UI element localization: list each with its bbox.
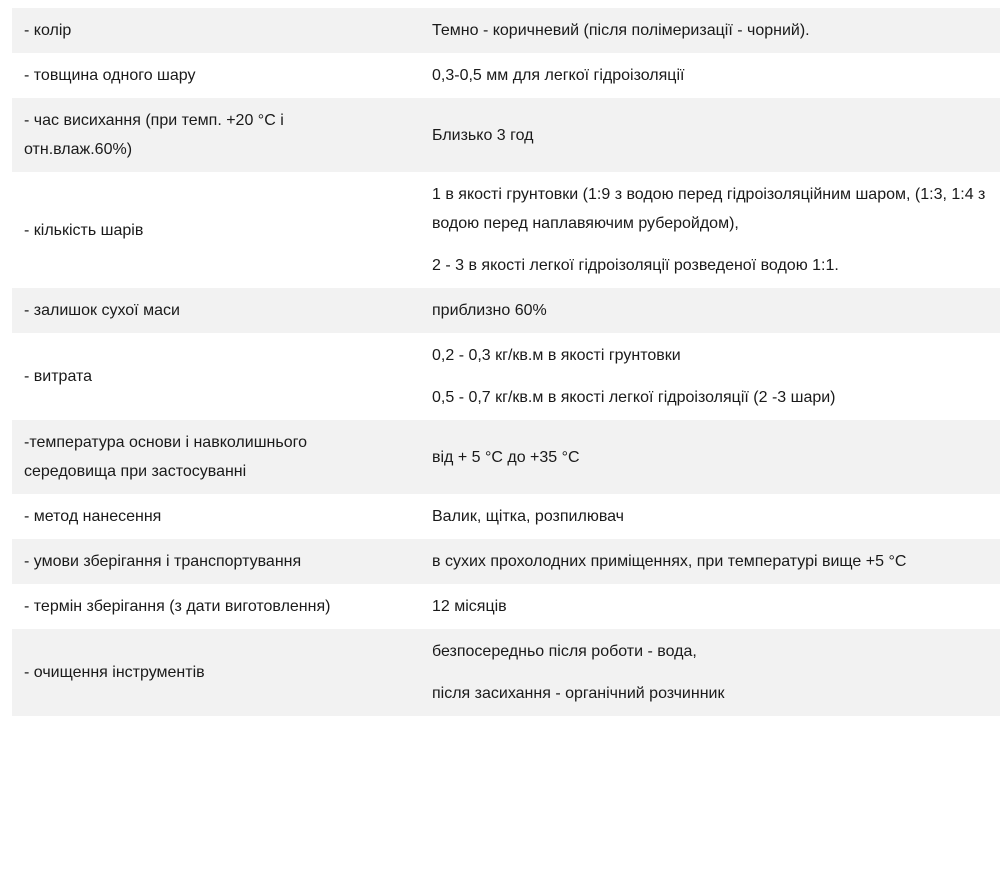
value-line: в сухих прохолодних приміщеннях, при температурі вище +5 °С <box>432 553 907 570</box>
row-label: - умови зберігання і транспортування <box>12 539 404 584</box>
row-label: - колір <box>12 8 404 53</box>
value-line: після засихання - органічний розчинник <box>432 685 725 702</box>
row-value <box>404 333 1000 420</box>
table-row <box>12 333 1000 420</box>
row-value <box>404 539 1000 584</box>
value-line: Темно - коричневий (після полімеризації - чорний). <box>432 22 810 39</box>
row-value <box>404 53 1000 98</box>
row-label: - час висихання (при темп. +20 °С і отн.влаж.60%) <box>12 98 404 172</box>
value-line: від + 5 °С до +35 °С <box>432 448 580 466</box>
row-label: - витрата <box>12 333 404 420</box>
value-line: 0,5 - 0,7 кг/кв.м в якості легкої гідроізоляції (2 -3 шари) <box>432 389 836 406</box>
row-label: - метод нанесення <box>12 494 404 539</box>
table-row <box>12 172 1000 288</box>
row-label: - очищення інструментів <box>12 629 404 716</box>
row-label: - кількість шарів <box>12 172 404 288</box>
table-row <box>12 8 1000 53</box>
value-line: Близько 3 год <box>432 126 534 144</box>
spec-table <box>12 8 1000 716</box>
value-line: 12 місяців <box>432 598 507 615</box>
row-label: - залишок сухої маси <box>12 288 404 333</box>
row-value <box>404 420 1000 494</box>
value-line: Валик, щітка, розпилювач <box>432 508 625 525</box>
row-value <box>404 584 1000 629</box>
table-row <box>12 494 1000 539</box>
row-value <box>404 98 1000 172</box>
value-line: приблизно 60% <box>432 302 547 319</box>
table-row <box>12 98 1000 172</box>
row-value <box>404 629 1000 716</box>
row-value <box>404 288 1000 333</box>
value-line: безпосередньо після роботи - вода, <box>432 643 697 660</box>
row-label: - товщина одного шару <box>12 53 404 98</box>
value-line: 1 в якості грунтовки (1:9 з водою перед гідроізоляційним шаром, (1:3, 1:4 з водою перед наплавяючим руберойдом), <box>432 186 986 232</box>
table-row <box>12 584 1000 629</box>
table-row <box>12 288 1000 333</box>
table-row <box>12 539 1000 584</box>
row-label: - термін зберігання (з дати виготовлення) <box>12 584 404 629</box>
row-value <box>404 494 1000 539</box>
table-row <box>12 53 1000 98</box>
table-row <box>12 629 1000 716</box>
row-label: -температура основи і навколишнього середовища при застосуванні <box>12 420 404 494</box>
value-line: 0,2 - 0,3 кг/кв.м в якості грунтовки <box>432 347 681 364</box>
value-line: 0,3-0,5 мм для легкої гідроізоляції <box>432 67 685 84</box>
value-line: 2 - 3 в якості легкої гідроізоляції розведеної водою 1:1. <box>432 257 839 274</box>
row-value <box>404 8 1000 53</box>
table-row <box>12 420 1000 494</box>
row-value <box>404 172 1000 288</box>
